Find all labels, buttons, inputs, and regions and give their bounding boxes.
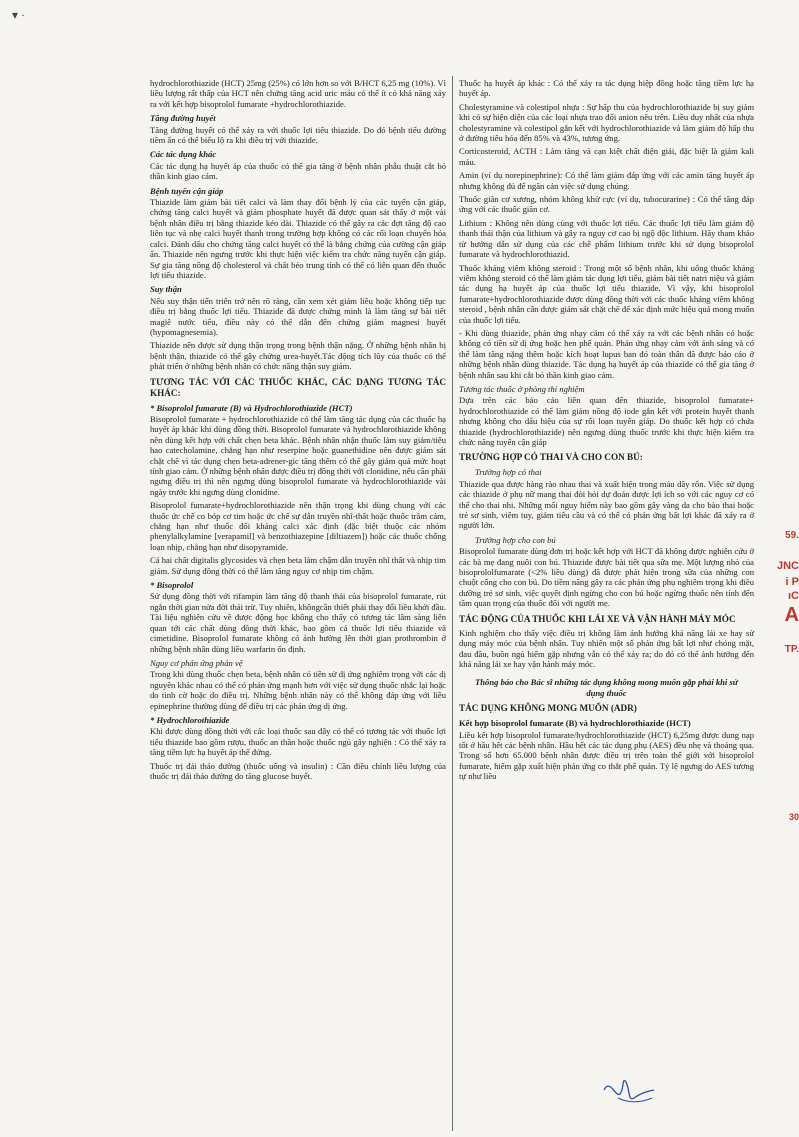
notice-text: Thông báo cho Bác sĩ những tác dụng không mong muốn gặp phải khi sử dụng thuốc (475, 677, 738, 698)
paragraph: Các tác dụng hạ huyết áp của thuốc có thể gia tăng ở bệnh nhân phẫu thuật cắt bỏ thần kinh giao cảm. (150, 160, 446, 182)
paragraph: Tăng đường huyết có thể xảy ra với thuốc lợi tiểu thiazide. Do đó bệnh tiểu đường tiềm ẩn có thể biểu lộ ra khi điều trị với thiazide. (150, 124, 446, 146)
sub-heading: Trường hợp cho con bú (475, 534, 556, 545)
section-heading: Các tác dụng khác (150, 149, 217, 160)
paragraph: Cholestyramine và colestipol nhựa : Sự hấp thu của hydrochlorothiazide bị suy giảm khi có sự hiện diện của các loại nhựa trao đổi anion nêu trên. Liều duy nhất của nhựa cholestyramine và colestipol gắn kết với hydrochlorothiazide và làm giảm độ hấp thu ở đường tiêu hóa đến 85% và 43%, tương ứng. (459, 101, 754, 144)
section-title: TƯƠNG TÁC VỚI CÁC THUỐC KHÁC, CÁC DẠNG TƯƠNG TÁC KHÁC: (150, 376, 446, 398)
paragraph: Thiazide nên được sử dụng thận trọng trong bệnh thận nặng. Ở những bệnh nhân bị bệnh thận, thiazide có thể gây chứng urea-huyết.Tác động tích lũy của thuốc có thể phát triển ở những bệnh nhân có chức năng thận suy giảm. (150, 340, 446, 372)
section-heading: * Bisoprolol fumarate (B) và Hydrochlorothiazide (HCT) (150, 402, 353, 413)
paragraph: Khi được dùng đồng thời với các loại thuốc sau đây có thể có tương tác với thuốc lợi tiểu thiazide bao gồm rượu, thuốc an thần hoặc thuốc ngủ gây nghiện : Có thể xảy ra tăng tiềm lực hạ huyết áp thế đứng. (150, 726, 446, 758)
paragraph: Thiazide làm giảm bài tiết calci và làm thay đổi bệnh lý của các tuyến cận giáp, chứng tăng calci huyết và giảm phosphate huyết đã được quan sát thấy ở một vài bệnh nhân điều trị bằng thiazide kéo dài. Thiazide có thể gây ra các đợt tăng độ cao liên tục và nhẹ calci huyết thanh trong trường hợp không có các rối loạn chuyển hóa calci. Đánh dấu cho chứng tăng calci huyết có thể là bằng chứng của cường cận giáp ẩn. Thiazide nên ngưng trước khi thực hiện việc kiểm tra chức năng tuyến cận giáp. Sự gia tăng nồng độ cholesterol và chất béo trung tính có thể có liên quan đến thuốc lợi tiểu thiazide. (150, 197, 446, 280)
stamp-text: JNC (776, 560, 799, 572)
paragraph: Dựa trên các báo cáo liên quan đến thiazide, bisoprolol fumarate+ hydrochlorothiazide có thể làm giảm nồng độ iode gắn kết với protein huyết thanh nhưng không cho dấu hiệu của sự rối loạn tuyến giáp. Do thuốc kết hợp có chứa thiazide (hydrochlorothiazide) nên ngưng dùng thuốc trước khi thực hiện kiểm tra chức năng tuyến cận giáp (459, 395, 754, 447)
paragraph: Thuốc kháng viêm không steroid : Trong một số bệnh nhân, khi uống thuốc kháng viêm không steroid có thể làm giảm tác dụng lợi tiểu, giảm bài tiết natri niệu và giảm tác dụng hạ huyết áp của thuốc lợi tiểu thiazide. Vì vậy, khi bisoprolol fumarate+hydrochlorothiazide được dùng đồng thời với các thuốc kháng viêm không steroid , bệnh nhân cần được giám sát chặt chẽ để xác định mức hiệu quả mong muốn của thuốc lợi tiểu. (459, 262, 754, 325)
section-heading: Kết hợp bisoprolol fumarate (B) và hydrochlorothiazide (HCT) (459, 718, 691, 729)
paragraph: Cả hai chất digitalis glycosides và chẹn beta làm chậm dẫn truyền nhĩ thất và nhịp tim giảm. Sử dụng đồng thời có thể làm tăng nguy cơ nhịp tim chậm. (150, 555, 446, 576)
paragraph: Corticosteroid, ACTH : Làm tăng và cạn kiệt chất điện giải, đặc biệt là giảm kali máu. (459, 146, 754, 167)
paragraph: Liều kết hợp bisoprolol fumarate/hydrochlorothiazide (HCT) 6,25mg được dung nạp tốt ở hầu hết các bệnh nhân. Hầu hết các tác dụng phụ (AES) đều nhẹ và thoáng qua. Trong số hơn 65.000 bệnh nhân được điều trị trên toàn thế giới với bisoprolol fumarate, hiếm gặp xuất hiện phản ứng co thắt phế quản. Tỷ lệ ngưng do AES tương tự như liều (459, 729, 754, 782)
paragraph: Thiazide qua được hàng rào nhau thai và xuất hiện trong máu dây rốn. Việc sử dụng các thiazide ở phụ nữ mang thai đòi hỏi dự đoán được lợi ích so với các nguy cơ có thể cho thai nhi. Những mối nguy hiểm này bao gồm gây vàng da cho bào thai hoặc trẻ sơ sinh, viêm tuy, giảm tiểu cầu và có thể có phản ứng bất lợi khác đã xảy ra ở người lớn. (459, 478, 754, 531)
stamp-text: ıC (788, 590, 799, 602)
paragraph: Trong khi dùng thuốc chẹn beta, bệnh nhân có tiền sử dị ứng nghiêm trọng với các dị nguyên khác nhau có thể có phản ứng mạnh hơn với việc sử dụng thuốc nhắc lại hoặc do tình cờ hoặc do điều trị. Những bệnh nhân này có thể không đáp ứng với liều epinephrine thường dùng để điều trị các phản ứng dị ứng. (150, 669, 446, 711)
sub-heading: Trường hợp có thai (475, 467, 542, 478)
column-divider (452, 76, 453, 1131)
stamp-text: 30 (788, 812, 799, 822)
sub-heading: Nguy cơ phản ứng phản vệ (150, 657, 243, 668)
paragraph: Thuốc giãn cơ xương, nhóm không khử cực (ví dụ, tubocurarine) : Có thể tăng đáp ứng với các thuốc giãn cơ. (459, 194, 754, 215)
stamp-text: i P (785, 576, 799, 588)
section-heading: * Bisoprolol (150, 580, 194, 591)
paragraph: Bisoprolol fumarate+hydrochlorothiazide nên thận trọng khi dùng chung với các thuốc ức chế co bóp cơ tim hoặc ức chế sự dẫn truyền nhĩ-thất hoặc thuốc trầm cảm, chẳng hạn như thuốc đối kháng calci xác định (đặc biệt thuộc các nhóm phenylalkylamine [verapamil] và benzothiazepine [diltiazem]) hoặc các thuốc chống loạn nhịp, chẳng hạn như disopyramide. (150, 500, 446, 552)
left-column (150, 78, 446, 784)
signature-icon (598, 1068, 658, 1108)
paragraph: hydrochlorothiazide (HCT) 25mg (25%) có lớn hơn so với B/HCT 6,25 mg (10%). Vì liều lượng rất thấp của HCT nên chứng tăng acid uric máu có thể ít có khả năng xảy ra với kết hợp bisoprolol fumarate +hydrochlorothiazide. (150, 78, 446, 109)
section-heading: * Hydrochlorothiazide (150, 714, 230, 725)
paragraph: Lithium : Không nên dùng cùng với thuốc lợi tiểu. Các thuốc lợi tiểu làm giảm độ thanh thải thận của lithium và gây ra nguy cơ cao bị ngộ độc lithium. Hãy tham khảo từ hướng dẫn sử dụng của các chế phẩm lithium trước khi sử dụng bisoprolol fumarate và hydrochlorothiazid. (459, 217, 754, 260)
stamp-text: 59. (785, 530, 799, 541)
paragraph: Amin (ví dụ norepinephrine): Có thể làm giảm đáp ứng với các amin tăng huyết áp nhưng không đủ để ngăn cản việc sử dụng chúng. (459, 170, 754, 191)
section-heading: Tăng đường huyết (150, 113, 216, 124)
stamp-text: A (784, 604, 799, 626)
right-column (459, 78, 754, 785)
section-title: TRƯỜNG HỢP CÓ THAI VÀ CHO CON BÚ: (459, 452, 643, 463)
paragraph: - Khi dùng thiazide, phản ứng nhạy cảm có thể xảy ra với các bệnh nhân có hoặc không có tiền sử dị ứng hoặc hen phế quản. Phản ứng nhạy cảm với ánh sáng và có thể làm tăng nặng thêm hoặc kích hoạt lupus ban đỏ toàn thân đã được báo cáo ở những bệnh nhân dùng thiazide. Tác dụng hạ huyết áp của thiazide có thể gia tăng ở bệnh nhân sau khi cắt bỏ thần kinh giao cảm. (459, 327, 754, 380)
paragraph: Thuốc trị đái tháo đường (thuốc uống và insulin) : Cần điều chỉnh liều lượng của thuốc trị đái tháo đường do tăng glucose huyết. (150, 760, 446, 781)
paragraph: Bisoprolol fumarate dùng đơn trị hoặc kết hợp với HCT đã không được nghiên cứu ở các bà mẹ đang nuôi con bú. Thiazide được bài tiết qua sữa mẹ. Một lượng nhỏ của bisoprololfumarate (<2% liều dùng) đã được phát hiện trong sữa của những con chuột cống cho con bú. Do tiềm năng gây ra các phản ứng phụ nghiêm trọng khi điều dưỡng trẻ sơ sinh, việc quyết định ngừng cho con bú hoặc ngừng thuốc nên tính đến tầm quan trọng của thuốc đối với người mẹ. (459, 546, 754, 609)
section-heading: Suy thận (150, 284, 182, 295)
paragraph: Thuốc hạ huyết áp khác : Có thể xảy ra tác dụng hiệp đồng hoặc tăng tiềm lực hạ huyết áp. (459, 78, 754, 99)
paragraph: Nếu suy thận tiến triển trở nên rõ ràng, cần xem xét giảm liều hoặc không tiếp tục điều trị bằng thuốc lợi tiểu. Thiazide đã được chứng minh là làm tăng sự bài tiết magiê nước tiểu, điều này có thể dẫn đến chứng giảm magnesi huyết (hypomagnesemia). (150, 295, 446, 337)
sub-heading: Tương tác thuốc ở phòng thí nghiệm (459, 383, 585, 394)
scan-speck-icon: ▾ · (12, 8, 26, 22)
stamp-text: TP. (784, 644, 799, 655)
paragraph: Kinh nghiệm cho thấy việc điều trị không làm ảnh hưởng khả năng lái xe hay sử dụng máy móc của bệnh nhân. Tuy nhiên một số phản ứng bất lợi như chóng mặt, đau đầu, buồn ngủ hiếm gặp nhưng vẫn có thể xảy ra; do đó có thể ảnh hưởng đến khả năng lái xe hay vận hành máy móc. (459, 627, 754, 669)
paragraph: Bisoprolol fumarate + hydrochlorothiazide có thể làm tăng tác dụng của các thuốc hạ huyết áp khác khi dùng đồng thời. Bisoprolol fumarate và hydrochlorothiazide không nên dùng kết hợp với chất chẹn beta khác. Bệnh nhân nhận thuốc làm suy giảm/tiêu hao catecholamine, chẳng hạn như reserpine hoặc guanethidine nên được giám sát chặt chẽ vì tác dụng chẹn beta-adrener-gic tăng thêm có thể gây giảm quá mức hoạt tính giao cảm. Ở những bệnh nhân được điều trị đồng thời với clonidine, nếu cần phải ngưng điều trị thì nên ngưng dùng bisoprolol fumarate và hydrochlorothiazide vài ngày trước khi ngưng dùng clonidine. (150, 413, 446, 497)
paragraph: Sử dụng đồng thời với rifampin làm tăng độ thanh thải của bisoprolol fumarate, rút ngắn thời gian nửa đời thải trừ. Tuy nhiên, khôngcần thiết phải thay đổi liều khởi đầu. Tài liệu nghiên cứu về được động học không cho thấy có tương tác lâm sàng liên quan tới các chất dùng đồng thời khác, bao gồm cả thuốc lợi tiểu thiazide và cimetidine. Bisoprolol fumarate không có ảnh hưởng lên thời gian prothrombin ở những bệnh nhân dùng liều warfarin ổn định. (150, 591, 446, 654)
section-heading: Bệnh tuyến cận giáp (150, 185, 224, 196)
section-title: TÁC ĐỘNG CỦA THUỐC KHI LÁI XE VÀ VẬN HÀNH MÁY MÓC (459, 613, 736, 624)
section-title: TÁC DỤNG KHÔNG MONG MUỐN (ADR) (459, 703, 637, 714)
